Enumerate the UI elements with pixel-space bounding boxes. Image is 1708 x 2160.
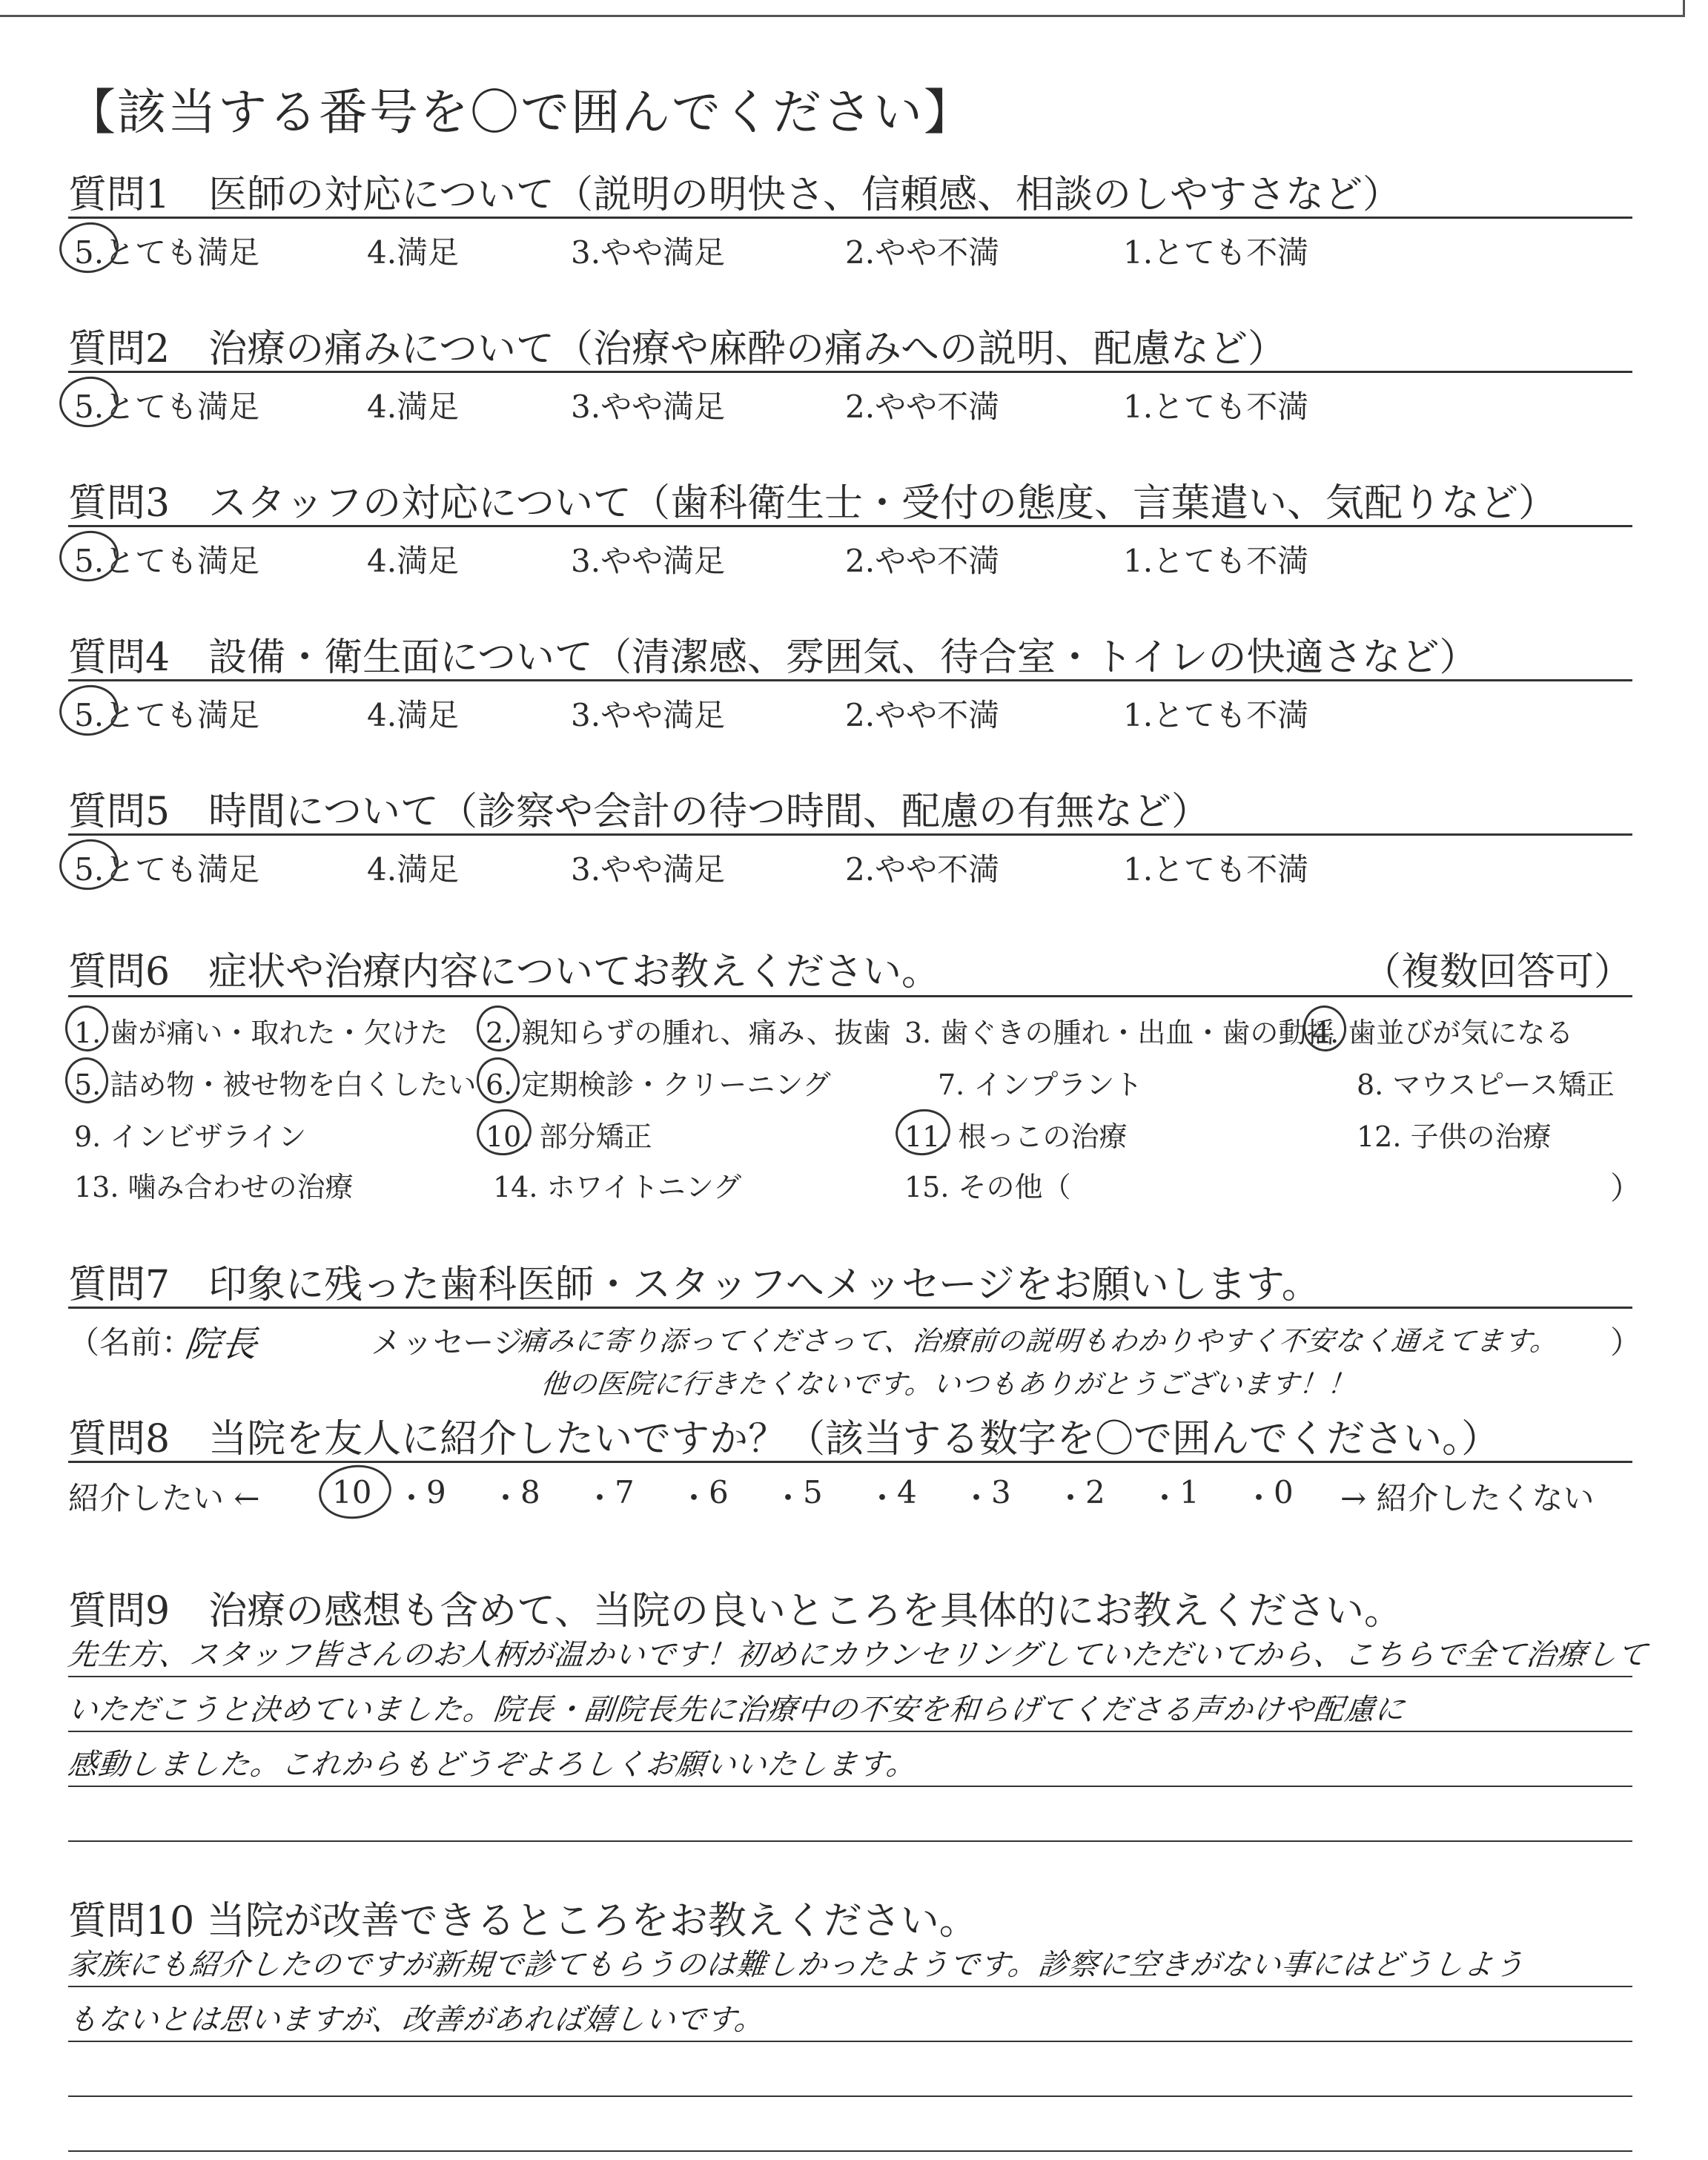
q10-answer-rule-1 — [68, 1986, 1632, 1987]
q8-value-5[interactable]: 5 — [803, 1474, 823, 1510]
q8-value-1[interactable]: 1 — [1179, 1474, 1199, 1510]
q10-answer-line-1: 家族にも紹介したのですが新規で診てもらうのは難しかったようです。診察に空きがない事にはどうしよう — [66, 1948, 1526, 1982]
q6-option-9[interactable]: 9. インビザライン — [74, 1120, 307, 1153]
q2-heading: 質問2 治療の痛みについて（治療や麻酔の痛みへの説明、配慮など） — [68, 327, 1287, 371]
q5-rule — [68, 833, 1632, 836]
q8-value-10[interactable]: 10 — [332, 1474, 372, 1510]
q2-rule — [68, 371, 1632, 373]
q8-separator-dot: ・ — [961, 1480, 993, 1516]
q1-option-5[interactable]: 5.とても満足 — [74, 234, 260, 271]
q8-value-6[interactable]: 6 — [709, 1474, 729, 1510]
q4-option-5[interactable]: 5.とても満足 — [74, 697, 260, 733]
q9-answer-rule-1 — [68, 1676, 1632, 1677]
q10-answer-rule-2 — [68, 2041, 1632, 2042]
q3-option-1[interactable]: 1.とても不満 — [1123, 543, 1309, 579]
page-title: 【該当する番号を〇で囲んでください】 — [67, 84, 974, 141]
q6-option-15[interactable]: 15. その他（ — [904, 1171, 1071, 1203]
q8-selection-circle — [315, 1461, 394, 1524]
q6-option-3[interactable]: 3. 歯ぐきの腫れ・出血・歯の動揺 — [904, 1017, 1335, 1049]
q6-option-13[interactable]: 13. 噛み合わせの治療 — [74, 1171, 354, 1203]
q6-option-7[interactable]: 7. インプラント — [938, 1069, 1143, 1101]
q7-name-value: 院長 — [182, 1324, 260, 1365]
q3-option-2[interactable]: 2.やや不満 — [845, 543, 1000, 579]
q3-option-5[interactable]: 5.とても満足 — [74, 543, 260, 579]
q2-option-2[interactable]: 2.やや不満 — [845, 389, 1000, 425]
q10-answer-rule-4 — [68, 2150, 1632, 2152]
q5-option-5[interactable]: 5.とても満足 — [74, 851, 260, 888]
q10-answer-line-2: もないとは思いますが、改善があれば嬉しいです。 — [66, 2003, 767, 2037]
q9-answer-line-2: いただこうと決めていました。院長・副院長先に治療中の不安を和らげてくださる声かけや配慮に — [66, 1693, 1408, 1727]
q8-value-9[interactable]: 9 — [426, 1474, 446, 1510]
q7-message-line-2: 他の医院に行きたくないです。いつもありがとうございます！！ — [539, 1368, 1357, 1400]
q6-option-12[interactable]: 12. 子供の治療 — [1357, 1120, 1552, 1153]
q8-separator-dot: ・ — [584, 1480, 616, 1516]
q8-separator-dot: ・ — [1055, 1480, 1087, 1516]
q7-close: ） — [1610, 1324, 1642, 1361]
q6-rule — [68, 995, 1632, 997]
q6-option-4[interactable]: 4. 歯並びが気になる — [1312, 1017, 1574, 1049]
q8-separator-dot: ・ — [678, 1480, 710, 1516]
q8-value-8[interactable]: 8 — [520, 1474, 540, 1510]
q2-option-5[interactable]: 5.とても満足 — [74, 389, 260, 425]
q6-option-10[interactable]: 10. 部分矯正 — [486, 1120, 652, 1153]
q3-heading: 質問3 スタッフの対応について（歯科衛生士・受付の態度、言葉遣い、気配りなど） — [68, 481, 1558, 526]
q3-option-4[interactable]: 4.満足 — [367, 543, 460, 579]
q8-heading: 質問8 当院を友人に紹介したいですか？（該当する数字を〇で囲んでください。） — [68, 1417, 1500, 1462]
q10-answer-rule-3 — [68, 2095, 1632, 2097]
q9-answer-rule-2 — [68, 1731, 1632, 1732]
q1-option-4[interactable]: 4.満足 — [367, 234, 460, 271]
q1-option-3[interactable]: 3.やや満足 — [571, 234, 726, 271]
q1-heading: 質問1 医師の対応について（説明の明快さ、信頼感、相談のしやすさなど） — [68, 173, 1401, 217]
page-top-frame — [0, 0, 1685, 17]
q5-option-1[interactable]: 1.とても不満 — [1123, 851, 1309, 888]
q3-rule — [68, 525, 1632, 527]
q9-answer-rule-3 — [68, 1786, 1632, 1787]
q8-separator-dot: ・ — [1149, 1480, 1181, 1516]
q6-option-2[interactable]: 2. 親知らずの腫れ、痛み、抜歯 — [486, 1017, 891, 1049]
q10-heading: 質問10 当院が改善できるところをお教えください。 — [68, 1899, 978, 1943]
q8-value-2[interactable]: 2 — [1085, 1474, 1105, 1510]
q4-rule — [68, 679, 1632, 681]
q6-other-close: ） — [1610, 1170, 1642, 1206]
q4-heading: 質問4 設備・衛生面について（清潔感、雰囲気、待合室・トイレの快適さなど） — [68, 635, 1478, 680]
q2-option-4[interactable]: 4.満足 — [367, 389, 460, 425]
q5-option-4[interactable]: 4.満足 — [367, 851, 460, 888]
q4-option-3[interactable]: 3.やや満足 — [571, 697, 726, 733]
q6-heading: 質問6 症状や治療内容についてお教えください。 — [68, 950, 941, 994]
q1-option-2[interactable]: 2.やや不満 — [845, 234, 1000, 271]
q8-separator-dot: ・ — [490, 1480, 522, 1516]
q1-option-1[interactable]: 1.とても不満 — [1123, 234, 1309, 271]
q4-option-2[interactable]: 2.やや不満 — [845, 697, 1000, 733]
q8-left-label: 紹介したい ← — [68, 1480, 260, 1516]
q6-note: （複数回答可） — [1363, 950, 1633, 994]
q8-separator-dot: ・ — [867, 1480, 898, 1516]
q8-rule — [68, 1461, 1632, 1463]
q6-option-1[interactable]: 1. 歯が痛い・取れた・欠けた — [74, 1017, 448, 1049]
q9-heading: 質問9 治療の感想も含めて、当院の良いところを具体的にお教えください。 — [68, 1589, 1403, 1634]
q8-value-0[interactable]: 0 — [1274, 1474, 1294, 1510]
q6-option-6[interactable]: 6. 定期検診・クリーニング — [486, 1069, 831, 1101]
q7-message-line-1: 痛みに寄り添ってくださって、治療前の説明もわかりやすく不安なく通えてます。 — [517, 1325, 1560, 1357]
q2-option-3[interactable]: 3.やや満足 — [571, 389, 726, 425]
q3-option-3[interactable]: 3.やや満足 — [571, 543, 726, 579]
q4-option-4[interactable]: 4.満足 — [367, 697, 460, 733]
q9-answer-line-1: 先生方、スタッフ皆さんのお人柄が温かいです！初めにカウンセリングしていただいてから、こちらで全て治療して — [66, 1638, 1649, 1672]
q9-answer-line-3: 感動しました。これからもどうぞよろしくお願いいたします。 — [66, 1748, 918, 1782]
q6-option-14[interactable]: 14. ホワイトニング — [493, 1171, 742, 1203]
q7-name-label: （名前： — [68, 1324, 193, 1361]
q6-option-5[interactable]: 5. 詰め物・被せ物を白くしたい — [74, 1069, 477, 1101]
q5-option-2[interactable]: 2.やや不満 — [845, 851, 1000, 888]
q8-value-3[interactable]: 3 — [991, 1474, 1011, 1510]
q6-option-11[interactable]: 11. 根っこの治療 — [904, 1120, 1128, 1153]
q4-option-1[interactable]: 1.とても不満 — [1123, 697, 1309, 733]
q8-separator-dot: ・ — [1243, 1480, 1275, 1516]
q8-right-label: → 紹介したくない — [1340, 1480, 1595, 1516]
q8-value-7[interactable]: 7 — [615, 1474, 635, 1510]
q9-answer-rule-4 — [68, 1840, 1632, 1842]
q7-heading: 質問7 印象に残った歯科医師・スタッフへメッセージをお願いします。 — [68, 1263, 1320, 1307]
q8-value-4[interactable]: 4 — [897, 1474, 917, 1510]
q5-option-3[interactable]: 3.やや満足 — [571, 851, 726, 888]
q7-rule — [68, 1307, 1632, 1309]
q8-separator-dot: ・ — [396, 1480, 428, 1516]
q6-option-8[interactable]: 8. マウスピース矯正 — [1357, 1069, 1615, 1101]
q8-separator-dot: ・ — [772, 1480, 804, 1516]
q1-rule — [68, 217, 1632, 219]
q5-heading: 質問5 時間について（診察や会計の待つ時間、配慮の有無など） — [68, 790, 1211, 834]
q7-message-label: メッセージ — [371, 1324, 525, 1361]
q2-option-1[interactable]: 1.とても不満 — [1123, 389, 1309, 425]
